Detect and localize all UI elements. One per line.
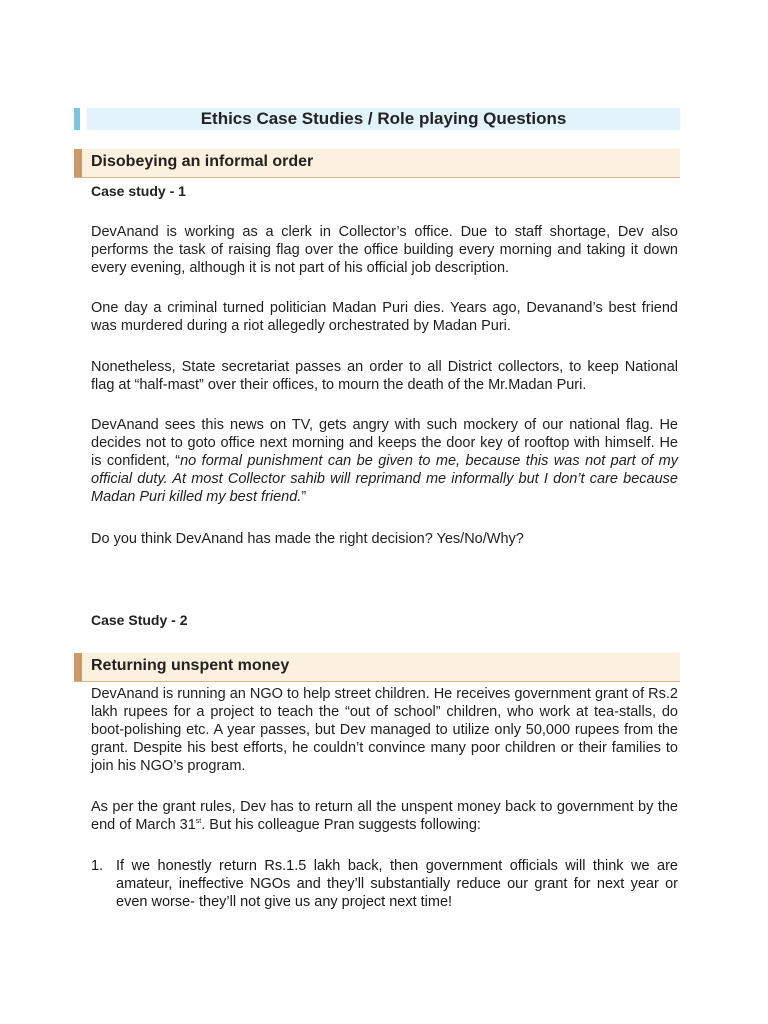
case-study-label-1: Case study - 1 (91, 183, 186, 199)
title-band (74, 108, 680, 130)
paragraph (91, 299, 678, 335)
title-accent-bar (74, 108, 80, 130)
paragraph-text (91, 416, 678, 506)
paragraph-text (91, 798, 678, 834)
numbered-list (91, 857, 678, 911)
section-heading-1 (74, 149, 680, 178)
section-accent-bar (74, 149, 82, 177)
paragraph (91, 416, 678, 506)
paragraph-lead: DevAnand sees this news on TV, gets angry with such mockery of our national flag. He decides not to goto office next morning and keeps the door key of rooftop with himself. He is confident, “ (91, 417, 678, 469)
list-item-number: 1. (91, 858, 104, 874)
paragraph-end: . But his colleague Pran suggests following: (201, 817, 481, 833)
question-text: Do you think DevAnand has made the right decision? Yes/No/Why? (91, 531, 524, 547)
ordinal-superscript: st (195, 818, 202, 826)
paragraph (91, 358, 678, 394)
paragraph (91, 685, 678, 775)
case-study-label-2: Case Study - 2 (91, 612, 188, 628)
paragraph (91, 798, 678, 834)
paragraph-lead: As per the grant rules, Dev has to return all the unspent money back to government by the end of March 31 (91, 799, 678, 833)
list-item (91, 857, 678, 911)
paragraph-text: DevAnand is working as a clerk in Collector’s office. Due to staff shortage, Dev also performs the task of raising flag over the office building every morning and taking it down every evening, although it is not part of his official job description. (91, 224, 678, 276)
paragraph-text: DevAnand is running an NGO to help street children. He receives government grant of Rs.2 lakh rupees for a project to teach the “out of school” children, who work at tea-stalls, do boot-polishing etc. A year passes, but Dev managed to utilize only 50,000 rupees from the grant. Despite his best efforts, he couldn’t convince many poor children or their families to join his NGO’s program. (91, 686, 678, 774)
paragraph-text: Nonetheless, State secretariat passes an order to all District collectors, to keep National flag at “half-mast” over their offices, to mourn the death of the Mr.Madan Puri. (91, 359, 678, 393)
paragraph-text: One day a criminal turned politician Madan Puri dies. Years ago, Devanand’s best friend was murdered during a riot allegedly orchestrated by Madan Puri. (91, 300, 678, 334)
list-item-text: If we honestly return Rs.1.5 lakh back, then government officials will think we are amateur, ineffective NGOs and they’ll substantially reduce our grant for next year or even worse- they’ll not give us any project next time! (116, 858, 678, 910)
quoted-statement: no formal punishment can be given to me, because this was not part of my official duty. At most Collector sahib will reprimand me informally but I don’t care because Madan Puri killed my best friend. (91, 453, 678, 505)
section-heading-label: Disobeying an informal order (91, 153, 314, 170)
page-title: Ethics Case Studies / Role playing Questions (200, 109, 567, 128)
section-heading-2 (74, 653, 680, 682)
paragraph (91, 223, 678, 277)
section-accent-bar (74, 653, 82, 681)
section-heading-label: Returning unspent money (91, 657, 290, 674)
question (91, 530, 678, 548)
closing-quote: ” (301, 489, 307, 505)
